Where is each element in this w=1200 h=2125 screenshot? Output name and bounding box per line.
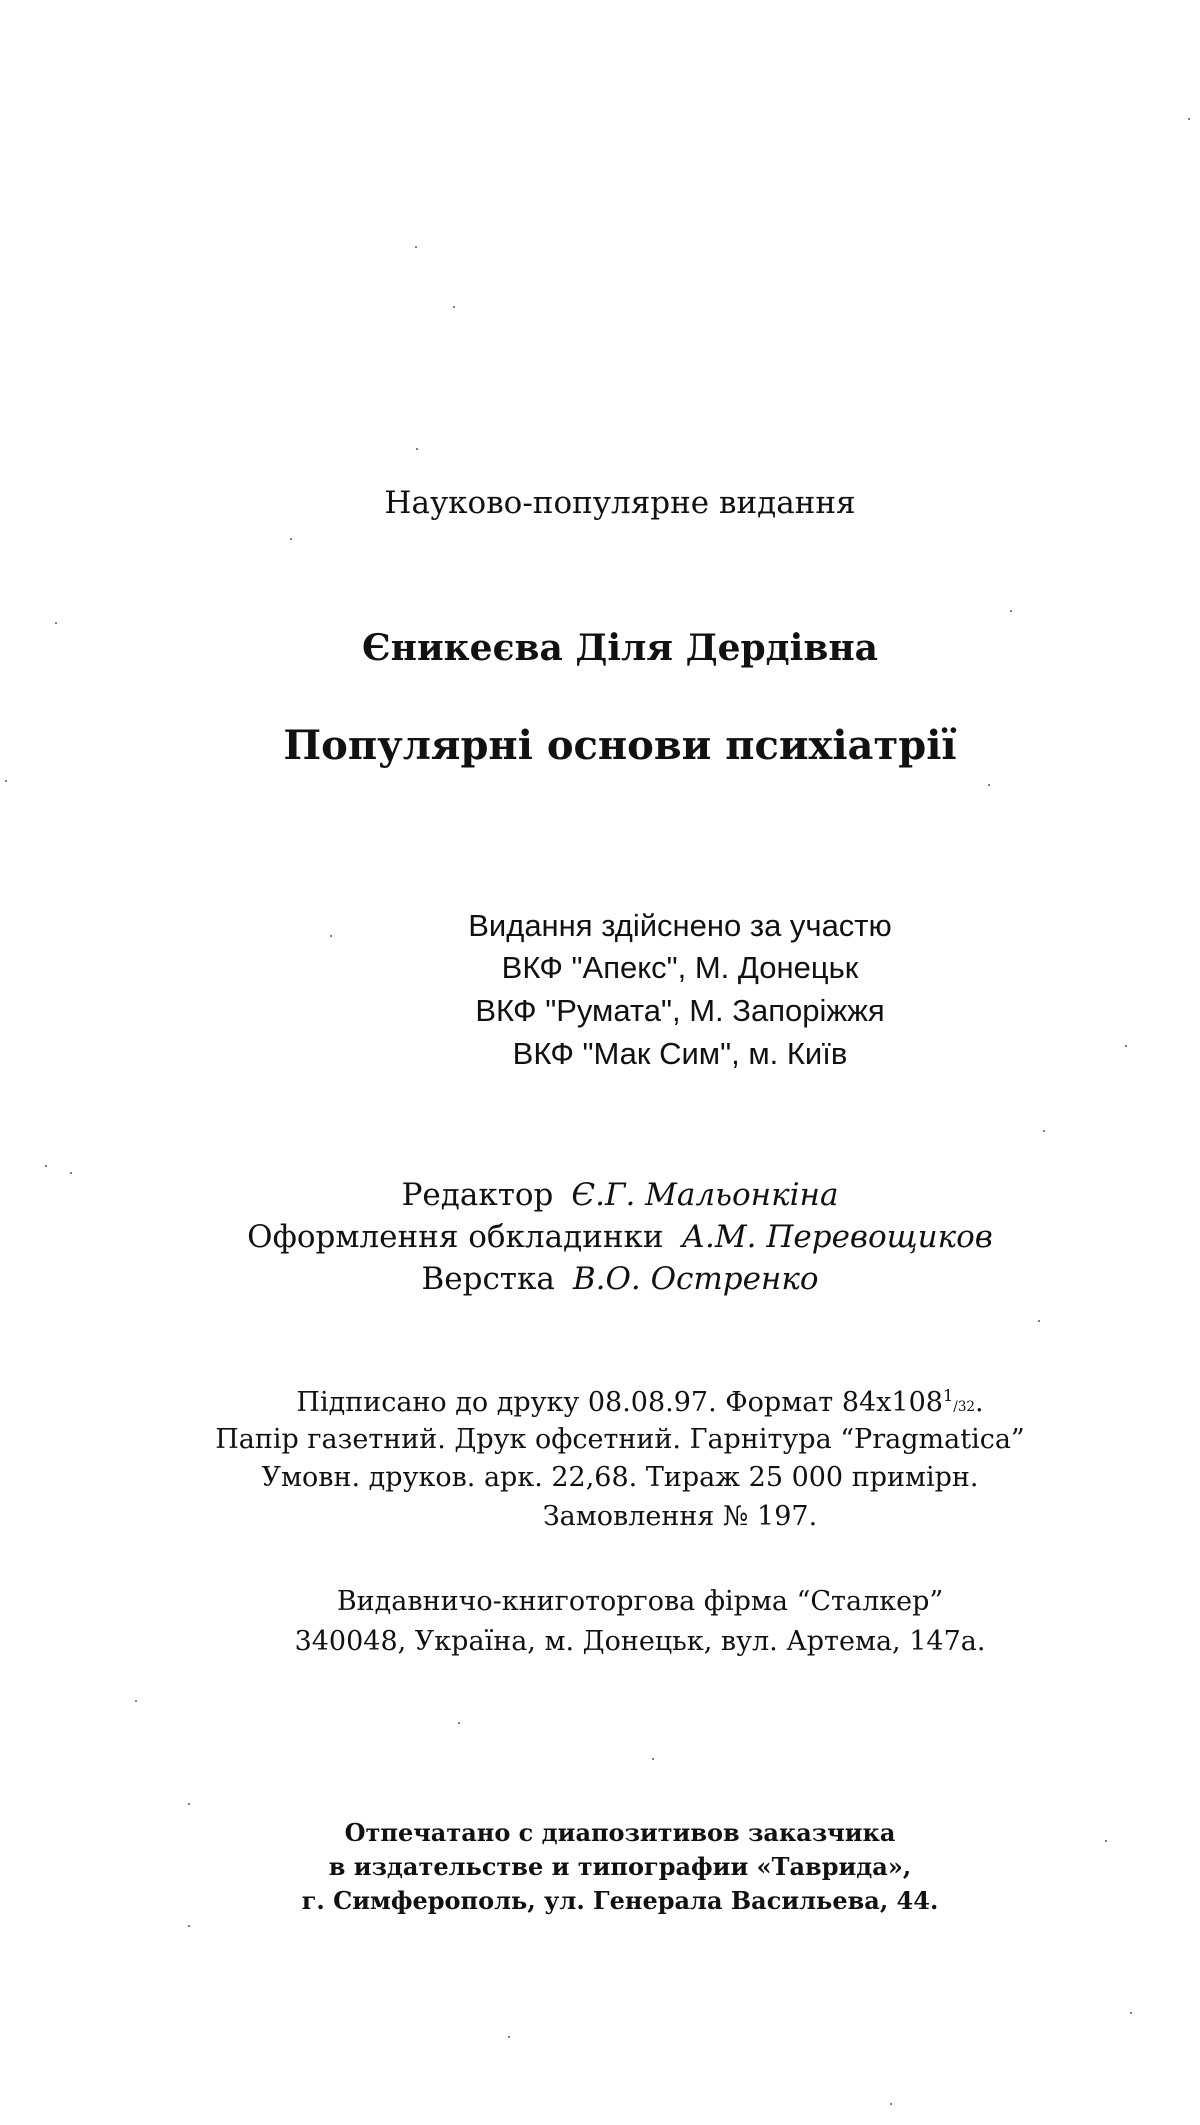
print-info-text: Підписано до друку 08.08.97. Формат 84x108 [296,1387,943,1418]
publication-type: Науково-популярне видання [384,485,856,521]
scan-speck [5,780,7,782]
scan-speck [890,2103,892,2105]
scan-speck [1105,1840,1107,1842]
credit-role: Верстка [421,1261,555,1297]
printer-line: в издательстве и типографии «Таврида», [328,1852,912,1881]
printer-line: г. Симферополь, ул. Генерала Васильева, 44. [301,1886,939,1915]
order-number: Замовлення № 197. [542,1501,818,1532]
partner-line: ВКФ "Апекс", М. Донецьк [501,950,859,985]
author-name: Єникеєва Діля Дердівна [361,627,879,669]
format-fraction: /32 [953,1399,975,1415]
credit-role: Редактор [401,1177,554,1213]
print-info-line: Умовн. друков. арк. 22,68. Тираж 25 000 примірн. [261,1462,979,1493]
print-info-suffix: . [975,1387,984,1418]
scan-speck [330,935,332,937]
scan-speck [415,246,417,248]
format-superscript: 1 [942,1386,954,1405]
credit-cover-design [0,1219,1200,1255]
printer-line: Отпечатано с диапозитивов заказчика [344,1818,896,1847]
scan-speck [1188,118,1190,120]
credit-person: Є.Г. Мальонкіна [571,1177,839,1213]
partner-line: ВКФ "Румата", М. Запоріжжя [475,993,885,1028]
scan-speck [55,622,57,624]
print-info-line [0,1388,1200,1416]
scan-speck [1010,610,1012,612]
scan-speck [70,1172,72,1174]
scan-speck [135,1700,137,1702]
publisher-name: Видавничо-книготоргова фірма “Сталкер” [336,1586,944,1617]
print-info-line: Папір газетний. Друк офсетний. Гарнітура “Pragmatica” [215,1424,1025,1455]
participation-heading: Видання здійснено за участю [468,908,892,943]
scan-speck [988,784,990,786]
scan-speck [290,538,292,540]
credit-role: Оформлення обкладинки [247,1219,664,1255]
publisher-address: 340048, Україна, м. Донецьк, вул. Артема, 147а. [294,1626,986,1657]
scan-speck [1038,1320,1040,1322]
book-title: Популярні основи психіатрії [283,722,957,769]
credit-person: В.О. Остренко [572,1261,819,1297]
credit-person: А.М. Перевощиков [681,1219,993,1255]
scan-speck [188,1925,190,1927]
scan-speck [453,306,455,308]
scan-speck [45,1165,47,1167]
scan-speck [1043,1130,1045,1132]
scan-speck [458,1722,460,1724]
scan-speck [652,1758,654,1760]
credit-layout [0,1261,1200,1297]
scan-speck [1125,1045,1127,1047]
partner-line: ВКФ "Мак Сим", м. Київ [512,1036,848,1071]
scan-speck [1130,2012,1132,2014]
scan-speck [416,448,418,450]
scan-speck [508,2036,510,2038]
scan-speck [188,1803,190,1805]
credit-editor [0,1177,1200,1213]
